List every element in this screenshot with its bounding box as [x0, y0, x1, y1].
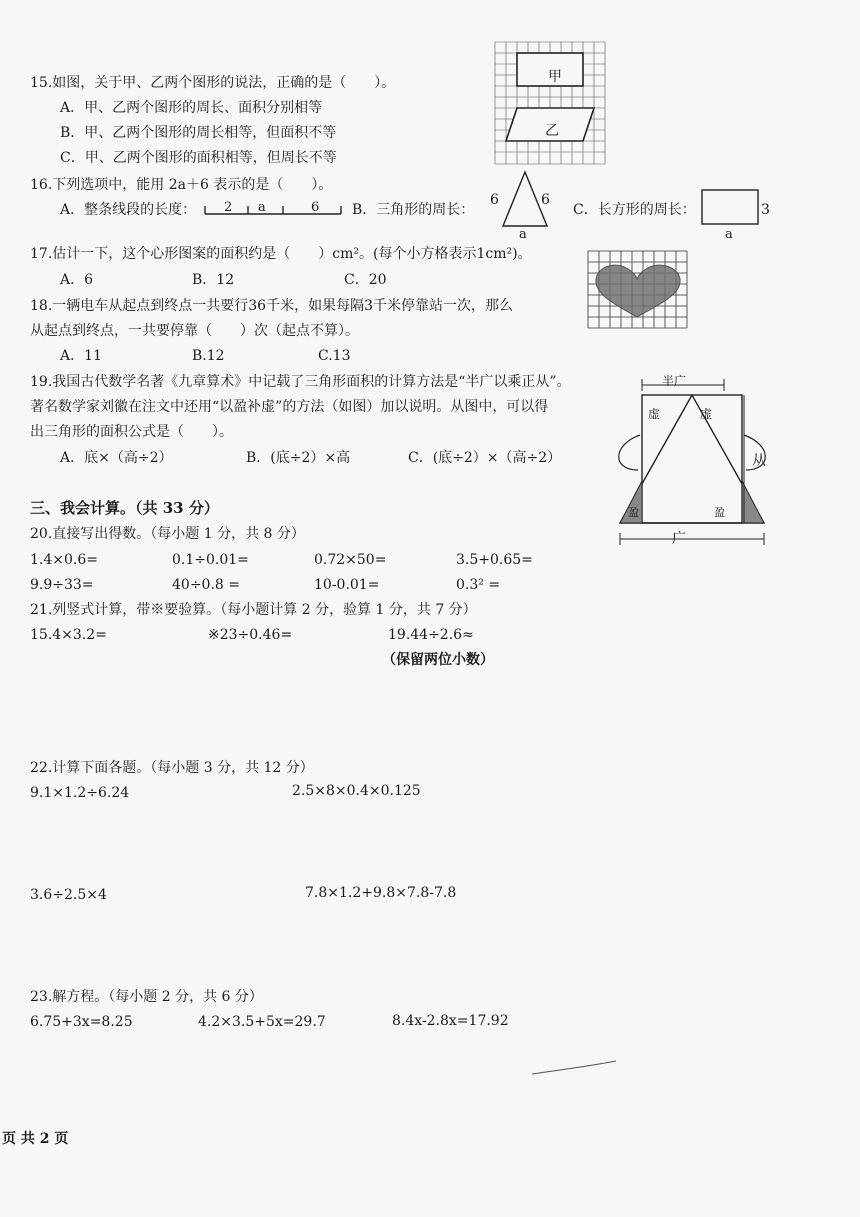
q19-fig-label-ying-left: 盈 [628, 506, 639, 519]
q16-tri-label-right: 6 [541, 192, 550, 208]
q16-tri-label-base: a [519, 227, 527, 242]
q21-item: ※23÷0.46= [208, 627, 293, 643]
q15-grid-figure [495, 42, 605, 167]
q23-item: 6.75+3x=8.25 [30, 1014, 133, 1030]
q15-option-b: B．甲、乙两个图形的周长相等，但面积不等 [60, 125, 337, 141]
q16-option-c: C．长方形的周长： [573, 202, 696, 218]
q19-fig-label-guang: 广 [672, 531, 686, 547]
q15-label-yi: 乙 [545, 123, 559, 139]
q19-fig-label-xu-left: 虚 [648, 407, 661, 421]
q22-item: 7.8×1.2+9.8×7.8-7.8 [305, 885, 457, 901]
q18-line2: 从起点到终点，一共要停靠（ ）次（起点不算）。 [30, 323, 359, 339]
q20-item: 0.3² = [456, 577, 501, 593]
q21-item: 19.44÷2.6≈ [388, 627, 474, 643]
q19-line2: 著名数学家刘徽在注文中还用“以盈补虚”的方法（如图）加以说明。从图中，可以得 [30, 399, 549, 415]
q16-rect-label-side: 3 [761, 202, 770, 218]
q18-option-a: A．11 [60, 348, 102, 364]
q18-option-b: B.12 [192, 348, 225, 364]
q22-item: 9.1×1.2÷6.24 [30, 785, 130, 801]
section-3-heading: 三、我会计算。（共 33 分） [30, 499, 219, 517]
page-footer: 页 共 2 页 [2, 1131, 69, 1147]
q16-seg-label-2: 2 [224, 200, 233, 215]
q15-option-c: C．甲、乙两个图形的面积相等，但周长不等 [60, 150, 337, 166]
q19-fig-label-cong: 从 [752, 453, 766, 469]
q19-fig-label-banguang: 半广 [662, 374, 687, 388]
q23-title: 23.解方程。（每小题 2 分，共 6 分） [30, 989, 263, 1005]
q20-item: 40÷0.8 = [172, 577, 240, 593]
q16-option-a: A．整条线段的长度： [60, 202, 197, 218]
q19-line3: 出三角形的面积公式是（ ）。 [30, 424, 233, 440]
q16-rectangle-figure [700, 188, 760, 228]
q17-stem: 17.估计一下，这个心形图案的面积约是（ ）cm²。(每个小方格表示1cm²)。 [30, 246, 532, 262]
q17-option-b: B．12 [192, 272, 235, 288]
q16-seg-label-6: 6 [311, 200, 320, 215]
q17-heart-grid-figure [588, 251, 690, 329]
q20-item: 9.9÷33= [30, 577, 94, 593]
q16-seg-label-a: a [258, 200, 266, 215]
q19-triangle-area-figure [612, 375, 772, 550]
q16-tri-label-left: 6 [490, 192, 499, 208]
q23-item: 8.4x-2.8x=17.92 [392, 1013, 509, 1029]
q15-label-jia: 甲 [548, 69, 562, 85]
q21-note: （保留两位小数） [382, 652, 494, 668]
q20-item: 10-0.01= [314, 577, 380, 593]
q22-title: 22.计算下面各题。（每小题 3 分，共 12 分） [30, 760, 314, 776]
q20-title: 20.直接写出得数。（每小题 1 分，共 8 分） [30, 526, 305, 542]
q15-stem: 15.如图，关于甲、乙两个图形的说法，正确的是（ ）。 [30, 75, 396, 91]
q21-title: 21.列竖式计算，带※要验算。（每小题计算 2 分，验算 1 分，共 7 分） [30, 602, 477, 618]
q16-option-b: B．三角形的周长： [352, 202, 475, 218]
q17-option-c: C．20 [344, 272, 387, 288]
q16-rect-label-bottom: a [725, 227, 733, 242]
q22-item: 3.6÷2.5×4 [30, 887, 107, 903]
q22-item: 2.5×8×0.4×0.125 [292, 783, 421, 799]
q18-option-c: C.13 [318, 348, 351, 364]
q21-item: 15.4×3.2= [30, 627, 107, 643]
q19-fig-label-ying-right: 盈 [714, 506, 725, 519]
q19-option-a: A．底×（高÷2） [60, 450, 173, 466]
q19-option-c: C．(底÷2）×（高÷2） [408, 450, 562, 466]
q19-fig-label-xu-right: 虚 [700, 407, 713, 421]
q17-option-a: A．6 [60, 272, 94, 288]
q19-line1: 19.我国古代数学名著《九章算术》中记载了三角形面积的计算方法是“半广以乘正从”。 [30, 374, 571, 390]
q19-option-b: B．(底÷2）×高 [246, 450, 351, 466]
q20-item: 0.72×50= [314, 552, 387, 568]
q20-item: 3.5+0.65= [456, 552, 533, 568]
q15-option-a: A．甲、乙两个图形的周长、面积分别相等 [60, 100, 323, 116]
pen-mark [530, 1058, 620, 1078]
q20-item: 1.4×0.6= [30, 552, 98, 568]
q16-stem: 16.下列选项中，能用 2a＋6 表示的是（ ）。 [30, 177, 333, 193]
q23-item: 4.2×3.5+5x=29.7 [198, 1014, 326, 1030]
q20-item: 0.1÷0.01= [172, 552, 249, 568]
q18-line1: 18.一辆电车从起点到终点一共要行36千米，如果每隔3千米停靠站一次，那么 [30, 298, 513, 314]
